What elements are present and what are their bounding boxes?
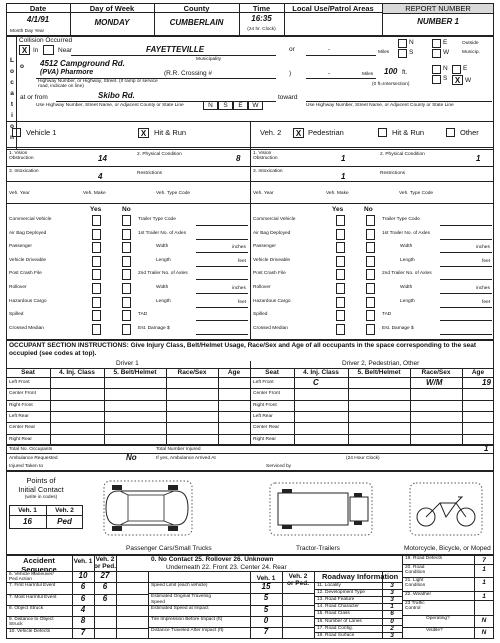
accident-row-label: 7. Most Harmful Event <box>9 594 57 600</box>
roadway-row-value[interactable]: 1 <box>390 603 394 611</box>
intox2-value[interactable]: 1 <box>341 172 346 181</box>
road1-sub[interactable]: (PVA) Pharmore <box>40 69 94 76</box>
occupant-instructions: OCCUPANT SECTION INSTRUCTIONS: Give Injury Class, Belt/Helmet Usage, Race/Sex and Age of all occupants in the space corresponding to the seat occupied (see codes at top). <box>9 342 477 358</box>
veh-attr-label: Vehicle Driveable <box>9 257 47 263</box>
hit-run2-label: Hit & Run <box>392 128 425 137</box>
zero-ft-label: (0 ft=Intersection) <box>372 82 410 87</box>
condition-row-label: 20. Road Condition <box>405 565 426 576</box>
date-label: Date <box>29 4 47 13</box>
n-checkbox[interactable] <box>398 39 407 48</box>
veh-attr-no-box[interactable] <box>366 283 375 294</box>
e-checkbox[interactable] <box>432 39 441 48</box>
occupant-col-header: 4. Inj. Class <box>59 369 95 376</box>
veh-trailer-label: Length <box>400 298 415 304</box>
veh-trailer-label: Trailer Type Code <box>382 217 420 222</box>
car-diagram <box>98 475 198 541</box>
feet-label: feet <box>238 299 247 305</box>
seat-label: Center Rear <box>9 425 36 431</box>
roadway-row-label: 13. Road Feature <box>317 597 355 603</box>
veh-attr-yes-box[interactable] <box>92 229 101 240</box>
roadway-row-label: 17. Road Config. <box>317 625 354 631</box>
date-value[interactable]: 4/1/91 <box>26 15 50 24</box>
veh-attr-yes-box[interactable] <box>336 215 345 226</box>
outside-label: Outside <box>462 41 479 46</box>
accident-row-label: 7. First Harmful Event <box>9 583 56 589</box>
veh-attr-no-box[interactable] <box>122 256 131 267</box>
driver2-race-value[interactable]: W/M <box>426 378 443 387</box>
date-sub: Month Day Year <box>10 29 45 34</box>
speed-row-label: Distance Traveled After Impact (ft) <box>151 628 224 634</box>
intox1-value[interactable]: 4 <box>98 172 103 181</box>
veh-attr-label: Commercial Vehicle <box>9 217 52 222</box>
condition-row-label: 19. Road Defects <box>405 556 443 561</box>
occupant-col-header: Seat <box>21 369 35 376</box>
veh-trailer-label: 2nd Trailer No. of Axles <box>138 271 188 277</box>
accident-veh2-value[interactable]: 6 <box>102 593 108 603</box>
roadway-title: Roadway Information <box>322 572 399 581</box>
accident-veh2-value[interactable]: 27 <box>100 571 110 580</box>
roadway-row-label: 16. Number of Lanes <box>317 618 362 624</box>
veh-attr-yes-box[interactable] <box>336 283 345 294</box>
inches-label: inches <box>476 245 490 251</box>
condition-row-label: Operating? <box>426 616 450 621</box>
toward-label: toward <box>278 94 298 101</box>
vision1-value[interactable]: 14 <box>98 154 107 163</box>
veh-attr-label: Rollover <box>9 285 27 290</box>
time-sub: (24 hr. Clock) <box>247 27 276 32</box>
veh-attr-label: Crossed Median <box>253 325 288 331</box>
veh-attr-label: Passenger <box>9 244 32 250</box>
motorcycle-diagram <box>406 479 486 539</box>
county-value[interactable]: CUMBERLAIN <box>169 18 224 27</box>
accident-sequence-title: Accident Sequence <box>21 556 57 574</box>
veh-attr-label: Commercial Vehicle <box>253 217 296 222</box>
veh-trailer-label: Est. Damage $ <box>138 325 170 331</box>
roadway-row-value[interactable]: 2 <box>390 624 394 632</box>
roadway-row-value[interactable]: 0 <box>390 617 394 625</box>
accident-veh1-value[interactable]: 4 <box>80 604 86 614</box>
speed-veh1-value[interactable]: 5 <box>263 604 269 614</box>
total-injured-label: Total Number Injured <box>156 447 201 452</box>
veh-attr-yes-box[interactable] <box>92 269 101 280</box>
vision2-value[interactable]: 1 <box>341 154 346 163</box>
veh-attr-yes-box[interactable] <box>92 215 101 226</box>
veh-trailer-label: Length <box>156 298 171 304</box>
veh-attr-yes-box[interactable] <box>336 269 345 280</box>
speed-veh1-value[interactable]: 15 <box>261 582 271 591</box>
veh-attr-yes-box[interactable] <box>336 242 345 253</box>
accident-row-label: 9. Distance to Object Struck <box>9 617 54 628</box>
speed-veh1-value[interactable]: 5 <box>263 593 269 603</box>
veh-attr-yes-box[interactable] <box>92 297 101 308</box>
city-value[interactable]: FAYETTEVILLE <box>146 45 205 54</box>
seat-label: Right Rear <box>253 436 276 442</box>
total-occupants-label: Total No. Occupants <box>9 447 53 452</box>
veh-attr-label: Crossed Median <box>9 325 44 331</box>
contact-veh2-value[interactable]: Ped <box>57 517 72 526</box>
driver2-inj-value[interactable]: C <box>313 378 319 387</box>
speed-row-label: Tire Impression Before Impact (ft) <box>151 616 223 622</box>
ambulance-value[interactable]: No <box>126 453 137 462</box>
feet-label: feet <box>238 258 247 264</box>
veh-attr-yes-box[interactable] <box>92 256 101 267</box>
roadway-row-label: 11. Locality <box>317 583 341 588</box>
total-injured-value[interactable]: 1 <box>484 444 489 453</box>
serviced-by-label: Serviced by <box>266 464 292 469</box>
roadway-row-value[interactable]: 6 <box>390 610 394 618</box>
veh-attr-no-box[interactable] <box>366 310 375 321</box>
veh-attr-no-box[interactable] <box>122 310 131 321</box>
driver2-label: Driver 2, Pedestrian, Other <box>342 360 420 367</box>
feet-label: feet <box>482 299 491 305</box>
veh-attr-label: Hazardous Cargo <box>9 298 47 304</box>
other-label: Other <box>460 128 479 137</box>
veh-attr-no-box[interactable] <box>366 324 375 335</box>
phys1-value[interactable]: 8 <box>236 154 241 163</box>
veh-trailer-label: 1st Trailer No. of Axles <box>382 230 430 236</box>
accident-veh1-value[interactable]: 7 <box>80 627 86 637</box>
roadway-row-label: 14. Road Character <box>317 604 359 610</box>
veh-attr-label: Spilled <box>9 312 24 318</box>
hit-run-checkbox[interactable]: X <box>138 128 149 138</box>
veh-attr-no-box[interactable] <box>366 229 375 240</box>
accident-row-label: 6. Vehicle Maneuver/ Ped Action <box>9 572 54 583</box>
speed-row-label: Estimated Speed at Impact <box>151 605 209 611</box>
veh-attr-no-box[interactable] <box>122 215 131 226</box>
local-use-label: Local Use/Patrol Areas <box>292 4 374 13</box>
veh-attr-label: Air Bag Deployed <box>253 230 291 236</box>
veh-attr-label: Hazardous Cargo <box>253 298 291 304</box>
seat-label: Left Front <box>253 380 274 385</box>
seat-label: Right Rear <box>9 436 32 442</box>
contact-codes: 0. No Contact 25. Rollover 26. Unknown <box>151 556 274 563</box>
veh-attr-label: Air Bag Deployed <box>9 230 47 236</box>
county-label: County <box>183 4 210 13</box>
in-label: In <box>33 47 39 54</box>
phys2-value[interactable]: 1 <box>476 154 481 163</box>
veh-attr-yes-box[interactable] <box>336 310 345 321</box>
injured-taken-label: Injured Taken to <box>9 464 44 469</box>
contact-veh1-value[interactable]: 16 <box>23 517 32 526</box>
miles2-value[interactable]: 100 <box>384 67 398 76</box>
veh-attr-no-box[interactable] <box>122 324 131 335</box>
inches-label: inches <box>476 286 490 291</box>
veh-trailer-label: Est. Damage $ <box>382 325 414 331</box>
use-hwy-left: Use Highway Number, Street Name, or Adjacent County or State Line <box>36 103 184 108</box>
road2-value[interactable]: Skibo Rd. <box>98 91 135 100</box>
seat-label: Left Front <box>9 380 30 385</box>
occupant-col-header: Race/Sex <box>177 369 207 376</box>
totals-section <box>6 445 494 471</box>
s-checkbox[interactable] <box>398 49 407 58</box>
motorcycle-label: Motorcycle, Bicycle, or Moped <box>404 545 491 552</box>
nsew-boxes: N S E W <box>203 101 263 110</box>
municipality-label: Municipality <box>196 57 222 62</box>
veh-attr-no-box[interactable] <box>122 297 131 308</box>
veh-attr-yes-box[interactable] <box>336 229 345 240</box>
dow-value[interactable]: MONDAY <box>94 18 130 27</box>
speed-row-label: Estimated Original Traveling Speed <box>151 594 211 605</box>
highway-label: Highway Number, or Highway, Street. (If ramp or service road, indicate on line) <box>38 79 158 90</box>
veh-attr-yes-box[interactable] <box>92 242 101 253</box>
dash-label: - <box>328 46 331 53</box>
w-checked[interactable]: X <box>452 75 463 85</box>
roadway-row-label: 12. Development Type <box>317 590 365 596</box>
condition-row-value[interactable]: 1 <box>482 593 486 600</box>
miles-label: Miles <box>378 50 390 55</box>
report-number-value[interactable]: NUMBER 1 <box>417 17 459 26</box>
hour-clock-label: (24 Hour Clock) <box>346 456 380 461</box>
time-value[interactable]: 16:35 <box>251 14 272 23</box>
if-yes-label: If yes, Ambulance Arrived At <box>156 456 216 461</box>
use-hwy-right: Use Highway Number, Street Name, or Adjacent County or State Line <box>306 103 454 108</box>
veh-attr-yes-box[interactable] <box>92 324 101 335</box>
feet-label: feet <box>482 258 491 264</box>
veh-attr-no-box[interactable] <box>366 242 375 253</box>
seat-label: Right Front <box>253 402 277 408</box>
accident-row-label: 8. Object Struck <box>9 605 44 611</box>
condition-row-label: 21. Light Condition <box>405 578 426 589</box>
condition-row-label: 22. Weather <box>405 592 432 597</box>
veh-attr-yes-box[interactable] <box>336 297 345 308</box>
condition-row-value[interactable]: 1 <box>482 579 486 586</box>
in-checkbox[interactable]: X <box>19 45 30 55</box>
w-checkbox[interactable] <box>432 49 441 58</box>
occupant-col-header: Seat <box>265 369 279 376</box>
condition-row-label: Visible? <box>426 628 443 633</box>
veh-attr-label: Post Crash File <box>253 271 286 277</box>
at-or-from-label: at or from <box>20 94 48 101</box>
condition-row-value[interactable]: 1 <box>482 566 486 573</box>
municip-label: Municip. <box>462 50 480 55</box>
veh-trailer-label: Length <box>400 257 415 263</box>
veh-trailer-label: TAD <box>382 312 392 318</box>
ambulance-label: Ambulance Requested <box>9 456 58 461</box>
occupant-col-header: 4. Inj. Class <box>303 369 339 376</box>
seat-label: Center Rear <box>253 425 280 431</box>
driver2-age-value[interactable]: 19 <box>482 378 491 387</box>
near-label: Near <box>58 47 73 54</box>
veh-attr-no-box[interactable] <box>122 242 131 253</box>
pedestrian-checkbox[interactable]: X <box>293 128 304 138</box>
veh-attr-no-box[interactable] <box>366 269 375 280</box>
road1-value[interactable]: 4512 Campground Rd. <box>40 59 125 68</box>
collision-occurred-label: Collision Occurred <box>19 37 73 44</box>
veh-trailer-label: Width <box>400 244 413 250</box>
occupant-col-header: Age <box>471 369 485 376</box>
veh-attr-no-box[interactable] <box>366 297 375 308</box>
veh-attr-yes-box[interactable] <box>336 324 345 335</box>
seat-label: Right Front <box>9 402 33 408</box>
speed-veh1-value[interactable]: 7 <box>263 627 269 637</box>
veh-attr-no-box[interactable] <box>366 256 375 267</box>
veh-attr-no-box[interactable] <box>366 215 375 226</box>
veh-attr-yes-box[interactable] <box>336 256 345 267</box>
occupant-col-header: Age <box>227 369 241 376</box>
veh-trailer-label: Trailer Type Code <box>138 217 176 222</box>
speed-row-label: Speed Limit (each vehicle) <box>151 583 208 588</box>
veh-attr-no-box[interactable] <box>122 283 131 294</box>
seat-label: Center Front <box>9 391 36 397</box>
veh-attr-no-box[interactable] <box>122 229 131 240</box>
seat-label: Left Rear <box>253 413 273 419</box>
seat-label: Center Front <box>253 391 280 397</box>
veh-attr-no-box[interactable] <box>122 269 131 280</box>
roadway-row-value[interactable]: 3 <box>390 582 394 589</box>
condition-row-value[interactable]: N <box>481 617 487 624</box>
veh2-label: Veh. 2 <box>260 128 282 137</box>
tractor-label: Tractor-Trailers <box>296 545 340 552</box>
location-side-label: L o c a t i o n <box>10 57 14 141</box>
accident-veh1-value[interactable]: 6 <box>80 582 86 592</box>
roadway-row-label: 18. Road Surface <box>317 632 355 638</box>
condition-row-value[interactable]: N <box>481 629 487 636</box>
rr-label: (R.R. Crossing # <box>164 70 213 77</box>
accident-veh1-value[interactable]: 10 <box>78 571 88 580</box>
time-label: Time <box>252 4 271 13</box>
report-number-label: REPORT NUMBER <box>405 4 471 13</box>
veh-trailer-label: Width <box>156 285 169 290</box>
veh-attr-label: Vehicle Driveable <box>253 257 291 263</box>
or-label: or <box>289 46 295 53</box>
veh-attr-label: Passenger <box>253 244 276 250</box>
contact-title: Points of Initial Contact <box>18 476 64 494</box>
veh-attr-yes-box[interactable] <box>92 310 101 321</box>
occupant-col-header: 5. Belt/Helmet <box>113 369 157 376</box>
roadway-row-value[interactable]: 3 <box>390 589 394 597</box>
veh-trailer-label: 2nd Trailer No. of Axles <box>382 271 432 277</box>
passenger-cars-label: Passenger Cars/Small Trucks <box>126 545 212 552</box>
veh-attr-yes-box[interactable] <box>92 283 101 294</box>
veh-trailer-label: 1st Trailer No. of Axles <box>138 230 186 236</box>
hit-run-label: Hit & Run <box>154 128 187 137</box>
near-checkbox[interactable] <box>43 45 54 55</box>
veh-trailer-label: Length <box>156 257 171 263</box>
seat-label: Left Rear <box>9 413 29 419</box>
driver1-label: Driver 1 <box>116 360 139 367</box>
inches-label: inches <box>232 286 246 291</box>
veh-attr-label: Rollover <box>253 285 271 290</box>
speed-veh1-value[interactable]: 0 <box>263 615 269 625</box>
roadway-row-value[interactable]: 3 <box>390 631 394 639</box>
roadway-row-value[interactable]: 3 <box>390 596 394 604</box>
tractor-trailer-diagram <box>266 479 376 539</box>
contact-codes2: Underneath 22. Front 23. Center 24. Rear <box>166 564 287 571</box>
contact-subtitle: (write in codes) <box>24 495 58 500</box>
accident-veh1-value[interactable]: 8 <box>80 616 86 626</box>
condition-row-value[interactable]: 7 <box>482 557 486 564</box>
veh-trailer-label: TAD <box>138 312 148 318</box>
accident-veh1-value[interactable]: 6 <box>80 593 86 603</box>
accident-veh2-value[interactable]: 6 <box>102 582 108 592</box>
roadway-row-label: 15. Road Class <box>317 611 350 617</box>
occupant-col-header: 5. Belt/Helmet <box>357 369 401 376</box>
veh-trailer-label: Width <box>156 244 169 250</box>
occupant-col-header: Race/Sex <box>421 369 451 376</box>
veh1-label: Vehicle 1 <box>26 128 57 137</box>
veh-attr-label: Spilled <box>253 312 268 318</box>
veh-trailer-label: Width <box>400 285 413 290</box>
inches-label: inches <box>232 245 246 251</box>
dow-label: Day of Week <box>89 4 135 13</box>
condition-row-label: 23 Traffic Control <box>405 601 425 612</box>
accident-row-label: 10. Vehicle Defects <box>9 628 51 634</box>
pedestrian-label: Pedestrian <box>308 128 344 137</box>
crash-report-form: Date 4/1/91 Month Day Year Day of Week MONDAY County CUMBERLAIN Time 16:35 (24 hr. Clock) Local Use/Patrol Areas REPORT NUMBER NUMBER 1 L o c a t i o n Collision Occurred X In Near FAYETTEVILLE Municipality or - Miles N S E W Outside Municip. o 4512 Campground Rd. (PVA) Pharmore (R.R. Crossing # Highway Number, or Highway, Street. (If ramp or service road, indicate on line) ) - Miles 100 ft. (0 ft=Intersection) N S E X W at or from Skibo Rd. toward N S E W Use Highway Number, Street Name, or Adjacent County or State Line Use Highway Number, Street Name, or Adjacent County or State Line Vehicle 1 X Hit & Run Veh. 2 X Pedestrian Hit & Run Other 1. Vision Obstruction 14 2. Physical Condition 8 3. Intoxication 4 Restrictions 1. Vision Obstruction 1 2. Physical Condition 1 3. Intoxication 1 Restrictions Veh. Year Veh. Make Veh. Type Code Veh. Year Veh. Make Veh. Type Code Yes No Yes No OCCUPANT SECTION INSTRUCTIONS: Give Injury Class, Belt/Helmet Usage, Race/Sex and Age of all occupants in the space corresponding to the seat occupied (see codes at top). Driver 1 Driver 2, Pedestrian, Other C W/M 19 Total No. Occupants Total Number Injured 1 Ambulance Requested No If yes, Ambulance Arrived At (24 Hour Clock) Injured Taken to Serviced by Points of Initial Contact (write in codes) Veh. 1 Veh. 2 16 Ped Passenger Cars/Small Trucks Tractor-Trailers Motorcycle, Bicycle, or Moped 0. No Contact 25. Rollover 26. Unknown Underneath 22. Front 23. Center 24. Rear Accident Sequence Veh. 1 Veh. 2 or Ped. Veh. 1 Veh. 2 or Ped. Roadway Information Commercial Vehicle Trailer Type Code Commercial Vehicle Trailer Type Code Air Bag Deployed 1st Trailer No. of Axles Air Bag Deployed 1st Trailer No. of Axles Passenger Width inches Passenger Width inches Vehicle Driveable Length feet Vehicle Driveable Length feet Post Crash File 2nd Trailer No. of Axles Post Crash File 2nd Trailer No. of Axles Rollover Width inches Rollover Width inches Hazardous Cargo Length feet Hazardous Cargo Length feet Spilled TAD Spilled TAD Crossed Median Est. Damage $ Crossed Median Est. Damage $ Seat 4. Inj. Class 5. Belt/Helmet Race/Sex Age Seat 4. Inj. Class 5. Belt/Helmet Race/Sex Age Left Front Left Front Center Front Center Front Right Front Right Front Left Rear Left Rear Center Rear Center Rear Right Rear Right Rear 6. Vehicle Maneuver/ Ped Action 10 27 7. First Harmful Event 6 6 7. Most Harmful Event 6 6 8. Object Struck 4 9. Distance to Object Struck 8 10. Vehicle Defects 7 Speed Limit (each vehicle) 15 Estimated Original Traveling Speed 5 Estimated Speed at Impact 5 Tire Impression Before Impact (ft) 0 Distance Traveled After Impact (ft) 7 11. Locality 3 12. Development Type 3 13. Road Feature 3 14. Road Character 1 15. Road Class 6 16. Number of Lanes 0 17. Road Config. 2 18. Road Surface 3 19. Road Defects 7 20. Road Condition 1 21. Light Condition 1 22. Weather 1 23 Traffic Control Operating? N Visible? N <box>6 3 494 639</box>
veh-attr-label: Post Crash File <box>9 271 42 277</box>
